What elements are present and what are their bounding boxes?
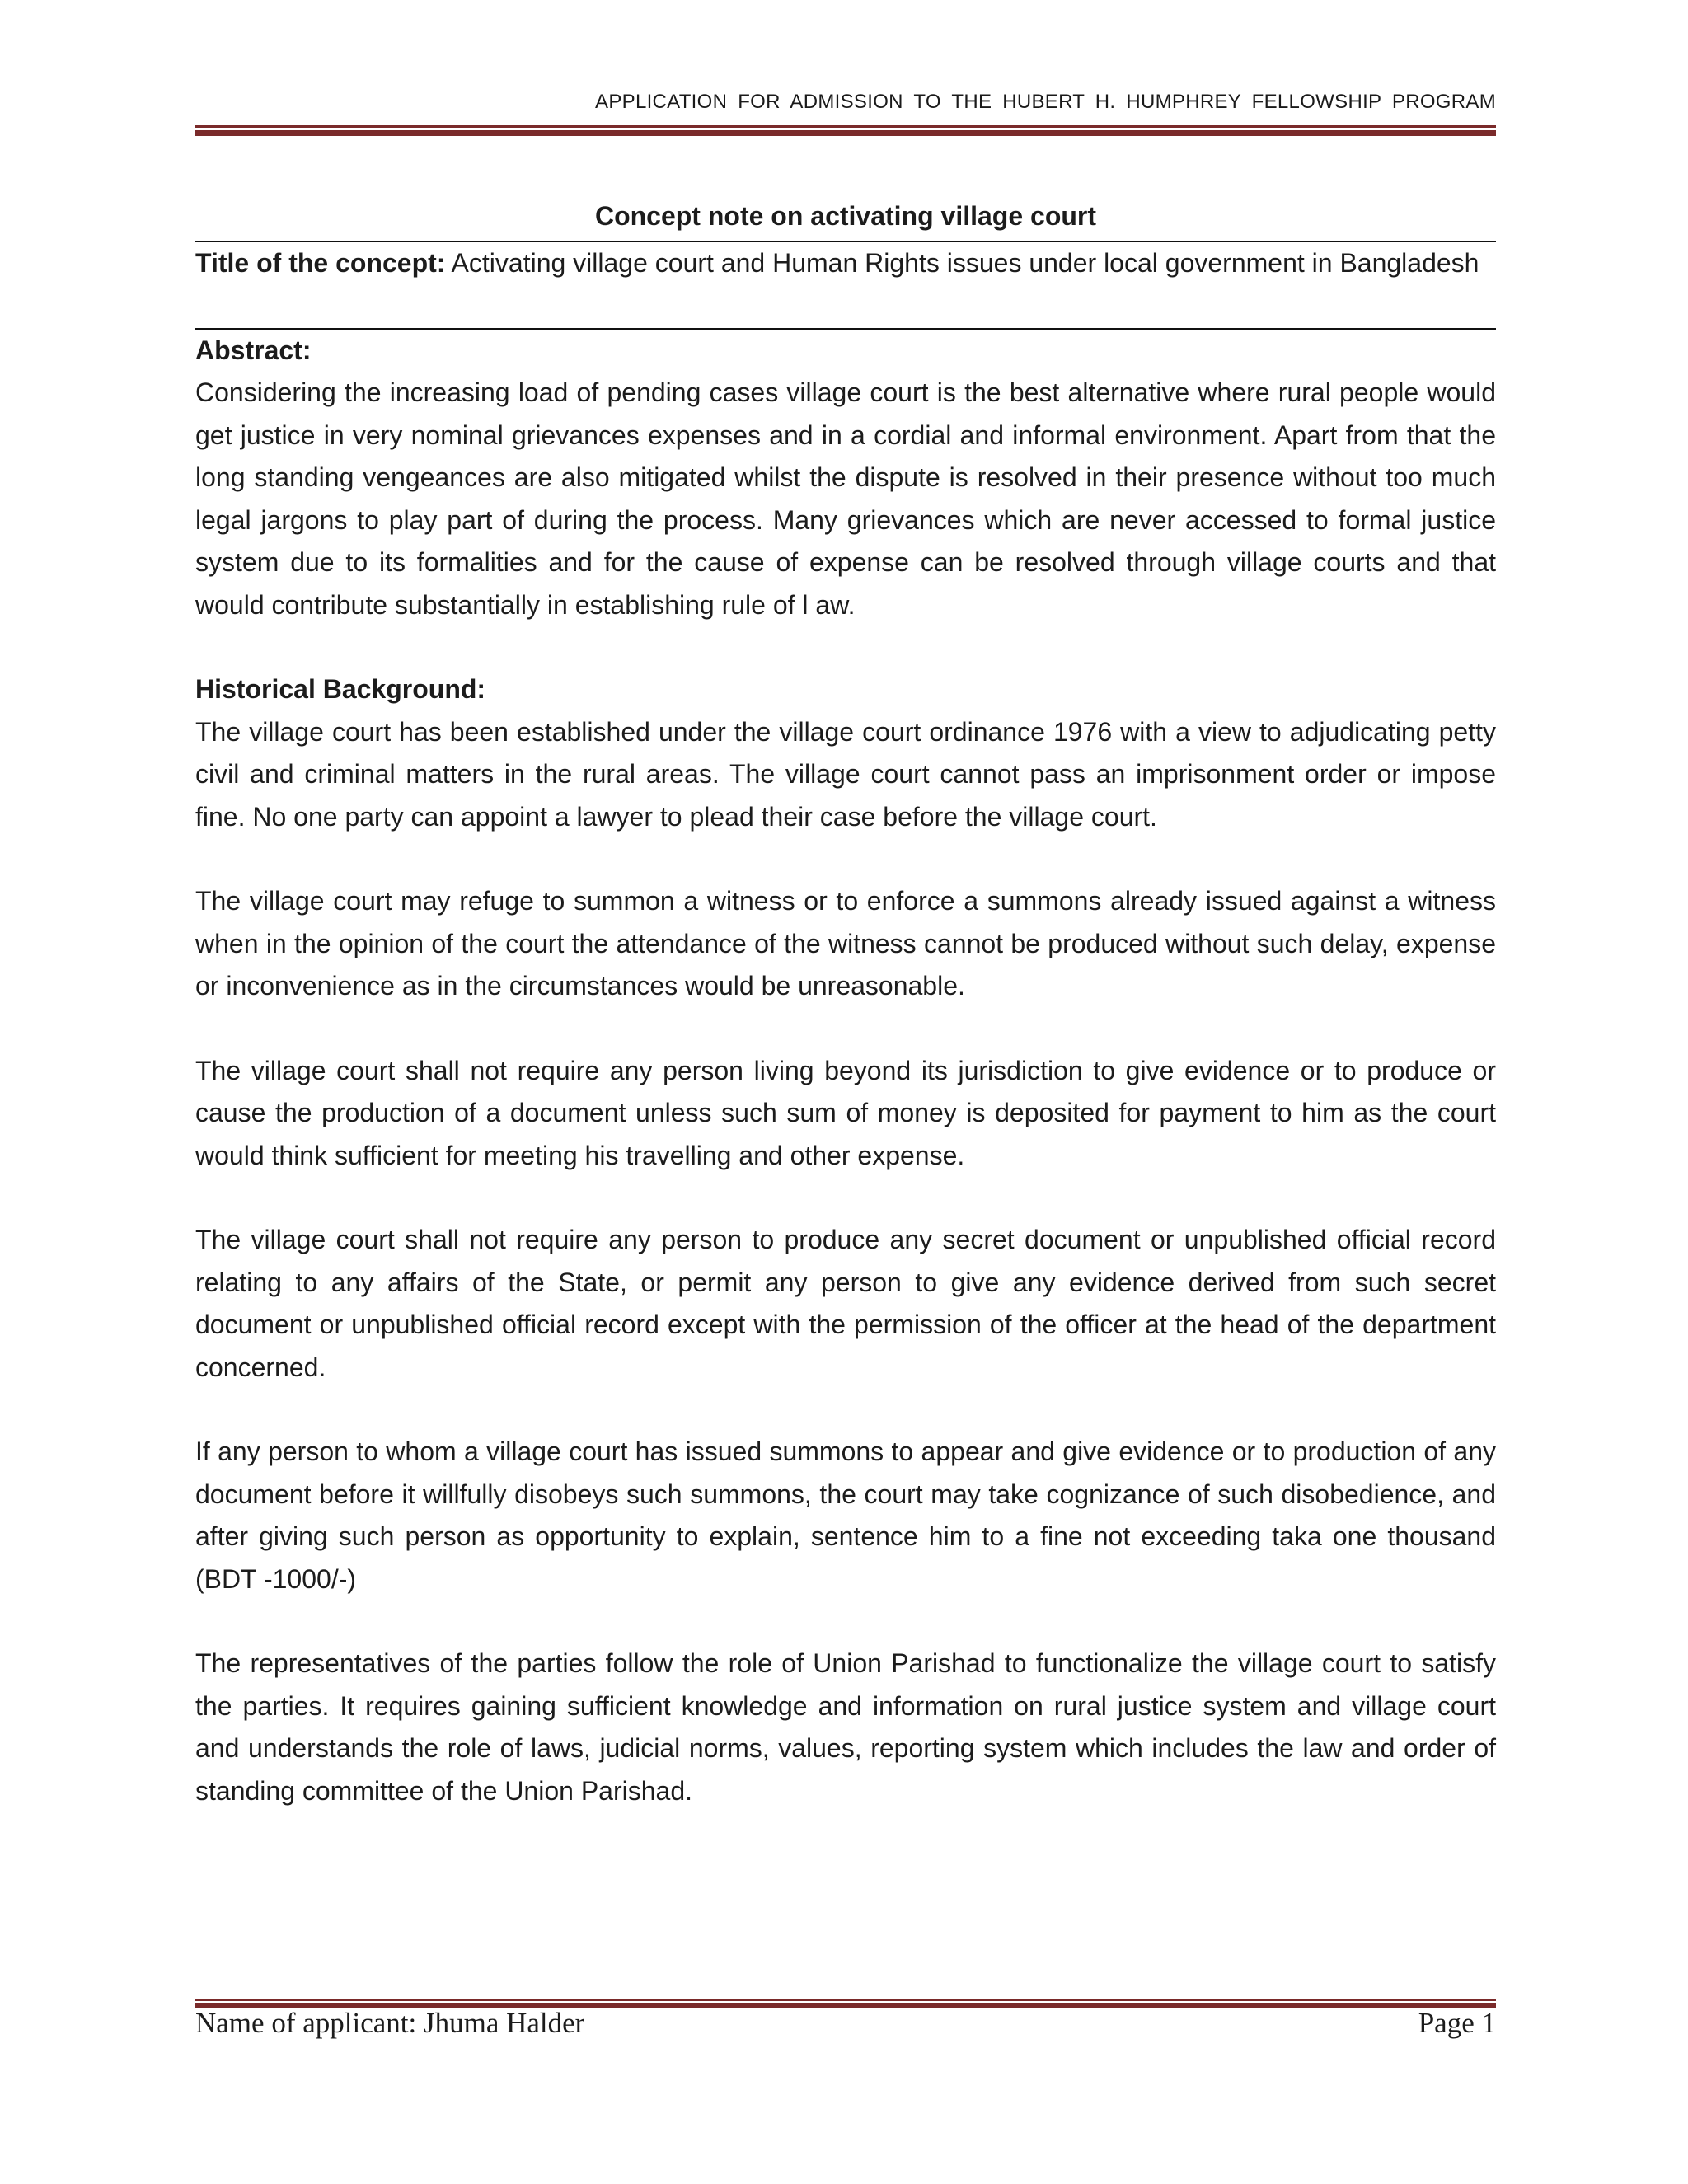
body-paragraph: The village court has been established under the village court ordinance 1976 with a view to adjudicating petty civil and criminal matters in the rural areas. The village court cannot pass an imprisonment order or impose fine. No one party can appoint a lawyer to plead their case before the village court. [195,716,1496,832]
footer-rule-thin [195,1999,1496,2001]
concept-title [195,242,1496,285]
header-rule-thick [195,130,1496,136]
document-body [195,191,1496,1812]
concept-value: Activating village court and Human Rights issues under local government in Bangladesh [451,248,1479,278]
body-paragraph: The village court shall not require any person living beyond its jurisdiction to give evidence or to produce or cause the production of a document unless such sum of money is deposited for payment to him as the court would think sufficient for meeting his travelling and other expense. [195,1055,1496,1170]
body-paragraph: The representatives of the parties follow the role of Union Parishad to functionalize the village court to satisfy the parties. It requires gaining sufficient knowledge and information on rural justice system and village court and understands the role of laws, judicial norms, values, reporting system which includes the law and order of standing committee of the Union Parishad. [195,1648,1496,1806]
body-paragraph: The village court shall not require any person to produce any secret document or unpublished official record relating to any affairs of the State, or permit any person to give any evidence derived from such secret document or unpublished official record except with the permission of the officer at the head of the department concerned. [195,1225,1496,1382]
applicant-name: Name of applicant: Jhuma Halder [195,2007,585,2039]
page-number: Page 1 [1418,2007,1496,2039]
body-paragraph: The village court may refuge to summon a witness or to enforce a summons already issued against a witness when in the opinion of the court the attendance of the witness cannot be produced without such delay, expense or inconvenience as in the circumstances would be unreasonable. [195,886,1496,1001]
header-rule-thin [195,125,1496,128]
abstract-paragraph: Considering the increasing load of pending cases village court is the best alternative where rural people would get justice in very nominal grievances expenses and in a cordial and informal environment. Apart from that the long standing vengeances are also mitigated whilst the dispute is resolved in their presence without too much legal jargons to play part of during the process. Many grievances which are never accessed to formal justice system due to its formalities and for the cause of expense can be resolved through village courts and that would contribute substantially in establishing rule of l aw. [195,377,1496,620]
abstract-heading: Abstract: [195,335,312,365]
historical-background-heading: Historical Background: [195,674,486,704]
document-title: Concept note on activating village court [195,191,1496,242]
page-footer [195,2007,1496,2040]
running-header: APPLICATION FOR ADMISSION TO THE HUBERT H. HUMPHREY FELLOWSHIP PROGRAM [595,91,1496,113]
body-paragraph: If any person to whom a village court has issued summons to appear and give evidence or to production of any document before it willfully disobeys such summons, the court may take cognizance of such disobedience, and after giving such person as opportunity to explain, sentence him to a fine not exceeding taka one thousand (BDT -1000/-) [195,1436,1496,1594]
concept-label: Title of the concept: [195,248,446,278]
